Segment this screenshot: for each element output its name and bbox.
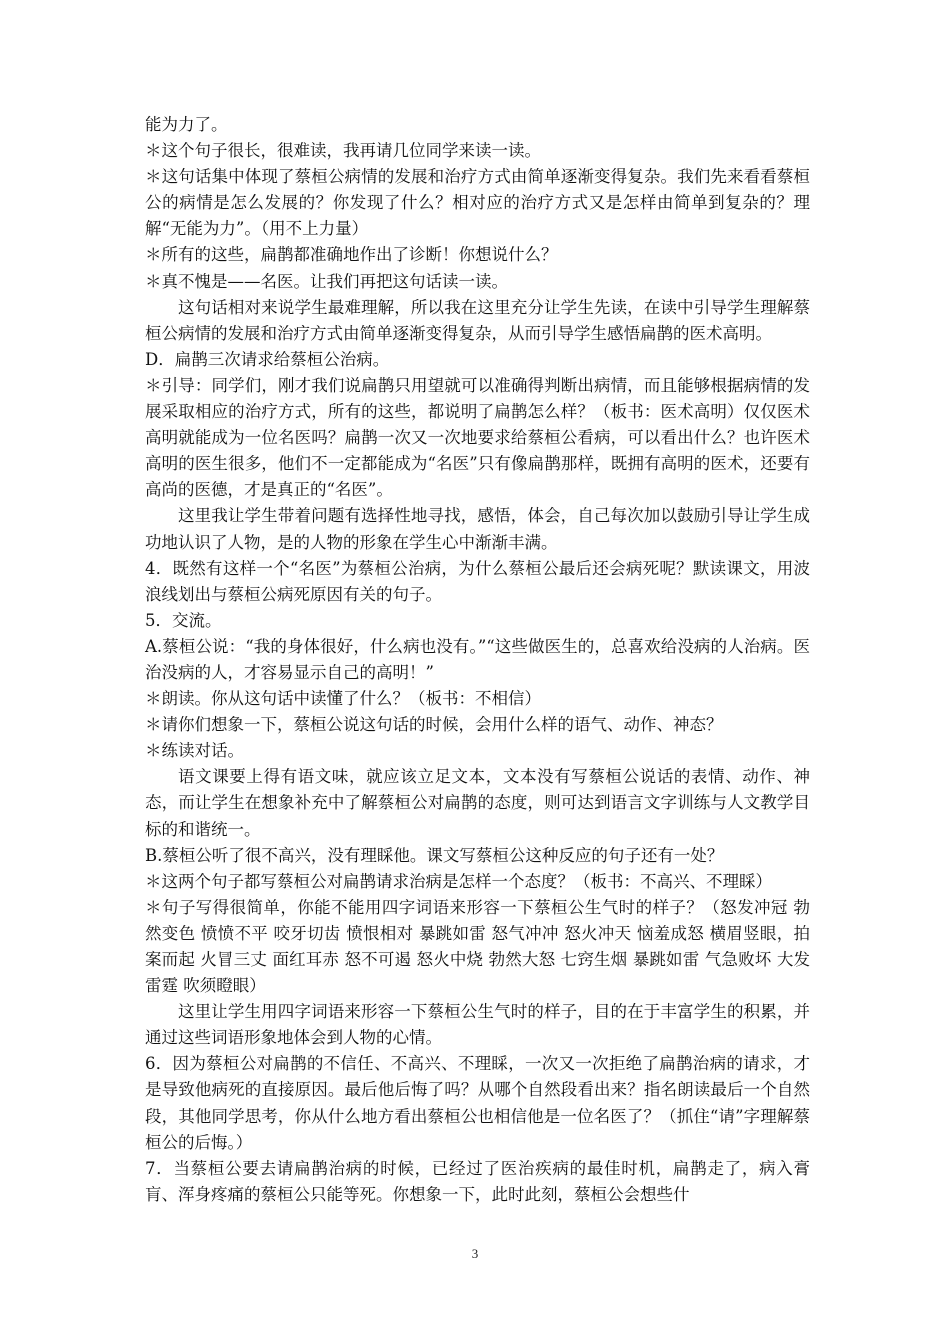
paragraph: 能为力了。 bbox=[145, 115, 228, 134]
paragraph: ＊真不愧是——名医。让我们再把这句话读一读。 bbox=[145, 271, 508, 291]
paragraph: B.蔡桓公听了很不高兴，没有理睬他。课文写蔡桓公这种反应的句子还有一处？ bbox=[145, 845, 724, 865]
paragraph: ＊引导：同学们，刚才我们说扁鹊只用望就可以准确得判断出病情，而且能够根据病情的发展采取相应的治疗方式，所有的这些，都说明了扁鹊怎么样？（板书：医术高明）仅仅医术高明就能成为一位名医吗？扁鹊一次又一次地要求给蔡桓公看病，可以看出什么？也许医术高明的医生很多，他们不一定都能成为“名医”只有像扁鹊那样，既拥有高明的医术，还要有高尚的医德，才是真正的“名医”。 bbox=[145, 375, 810, 500]
paragraph: 5．交流。 bbox=[145, 610, 222, 630]
paragraph: 7．当蔡桓公要去请扁鹊治病的时候，已经过了医治疾病的最佳时机，扁鹊走了，病入膏肓、浑身疼痛的蔡桓公只能等死。你想象一下，此时此刻，蔡桓公会想些什 bbox=[145, 1158, 810, 1204]
paragraph: ＊这两个句子都写蔡桓公对扁鹊请求治病是怎样一个态度？（板书：不高兴、不理睬） bbox=[145, 871, 772, 891]
paragraph: ＊这个句子很长，很难读，我再请几位同学来读一读。 bbox=[145, 141, 541, 161]
paragraph: ＊所有的这些，扁鹊都准确地作出了诊断！你想说什么？ bbox=[145, 245, 558, 265]
paragraph: ＊这句话集中体现了蔡桓公病情的发展和治疗方式由简单逐渐变得复杂。我们先来看看蔡桓公的病情是怎么发展的？你发现了什么？相对应的治疗方式又是怎样由简单到复杂的？理解“无能为力”。（用不上力量） bbox=[145, 167, 810, 239]
paragraph: 这里我让学生带着问题有选择性地寻找，感悟，体会，自己每次加以鼓励引导让学生成功地认识了人物，是的人物的形象在学生心中渐渐丰满。 bbox=[145, 506, 810, 552]
paragraph: 语文课要上得有语文味，就应该立足文本，文本没有写蔡桓公说话的表情、动作、神态，而让学生在想象补充中了解蔡桓公对扁鹊的态度，则可达到语言文字训练与人文教学目标的和谐统一。 bbox=[145, 767, 810, 839]
paragraph: ＊句子写得很简单，你能不能用四字词语来形容一下蔡桓公生气时的样子？（怒发冲冠 勃然变色 愤愤不平 咬牙切齿 愤恨相对 暴跳如雷 怒气冲冲 怒火冲天 恼羞成怒 横眉竖眼，拍案而起 火冒三丈 面红耳赤 怒不可遏 怒火中烧 勃然大怒 七窍生烟 暴跳如雷 气急败坏 大发雷霆 吹须瞪眼） bbox=[145, 897, 810, 996]
paragraph: ＊朗读。你从这句话中读懂了什么？（板书：不相信） bbox=[145, 689, 541, 709]
paragraph: 6．因为蔡桓公对扁鹊的不信任、不高兴、不理睬，一次又一次拒绝了扁鹊治病的请求，才是导致他病死的直接原因。最后他后悔了吗？从哪个自然段看出来？指名朗读最后一个自然段，其他同学思考，你从什么地方看出蔡桓公也相信他是一位名医了？（抓住“请”字理解蔡桓公的后悔。） bbox=[145, 1054, 810, 1152]
page-number: 3 bbox=[471, 1246, 479, 1261]
paragraph: 这里让学生用四字词语来形容一下蔡桓公生气时的样子，目的在于丰富学生的积累，并通过这些词语形象地体会到人物的心情。 bbox=[145, 1002, 810, 1048]
paragraph: ＊请你们想象一下，蔡桓公说这句话的时候，会用什么样的语气、动作、神态？ bbox=[145, 715, 723, 735]
paragraph: 这句话相对来说学生最难理解，所以我在这里充分让学生先读，在读中引导学生理解蔡桓公病情的发展和治疗方式由简单逐渐变得复杂，从而引导学生感悟扁鹊的医术高明。 bbox=[145, 297, 810, 343]
document-body bbox=[145, 112, 810, 1208]
paragraph: D．扁鹊三次请求给蔡桓公治病。 bbox=[145, 349, 390, 369]
paragraph: ＊练读对话。 bbox=[145, 741, 244, 761]
paragraph: 4．既然有这样一个“名医”为蔡桓公治病，为什么蔡桓公最后还会病死呢？默读课文，用波浪线划出与蔡桓公病死原因有关的句子。 bbox=[145, 558, 810, 604]
paragraph: A.蔡桓公说：“我的身体很好，什么病也没有。”“这些做医生的，总喜欢给没病的人治病。医治没病的人，才容易显示自己的高明！” bbox=[145, 636, 810, 682]
